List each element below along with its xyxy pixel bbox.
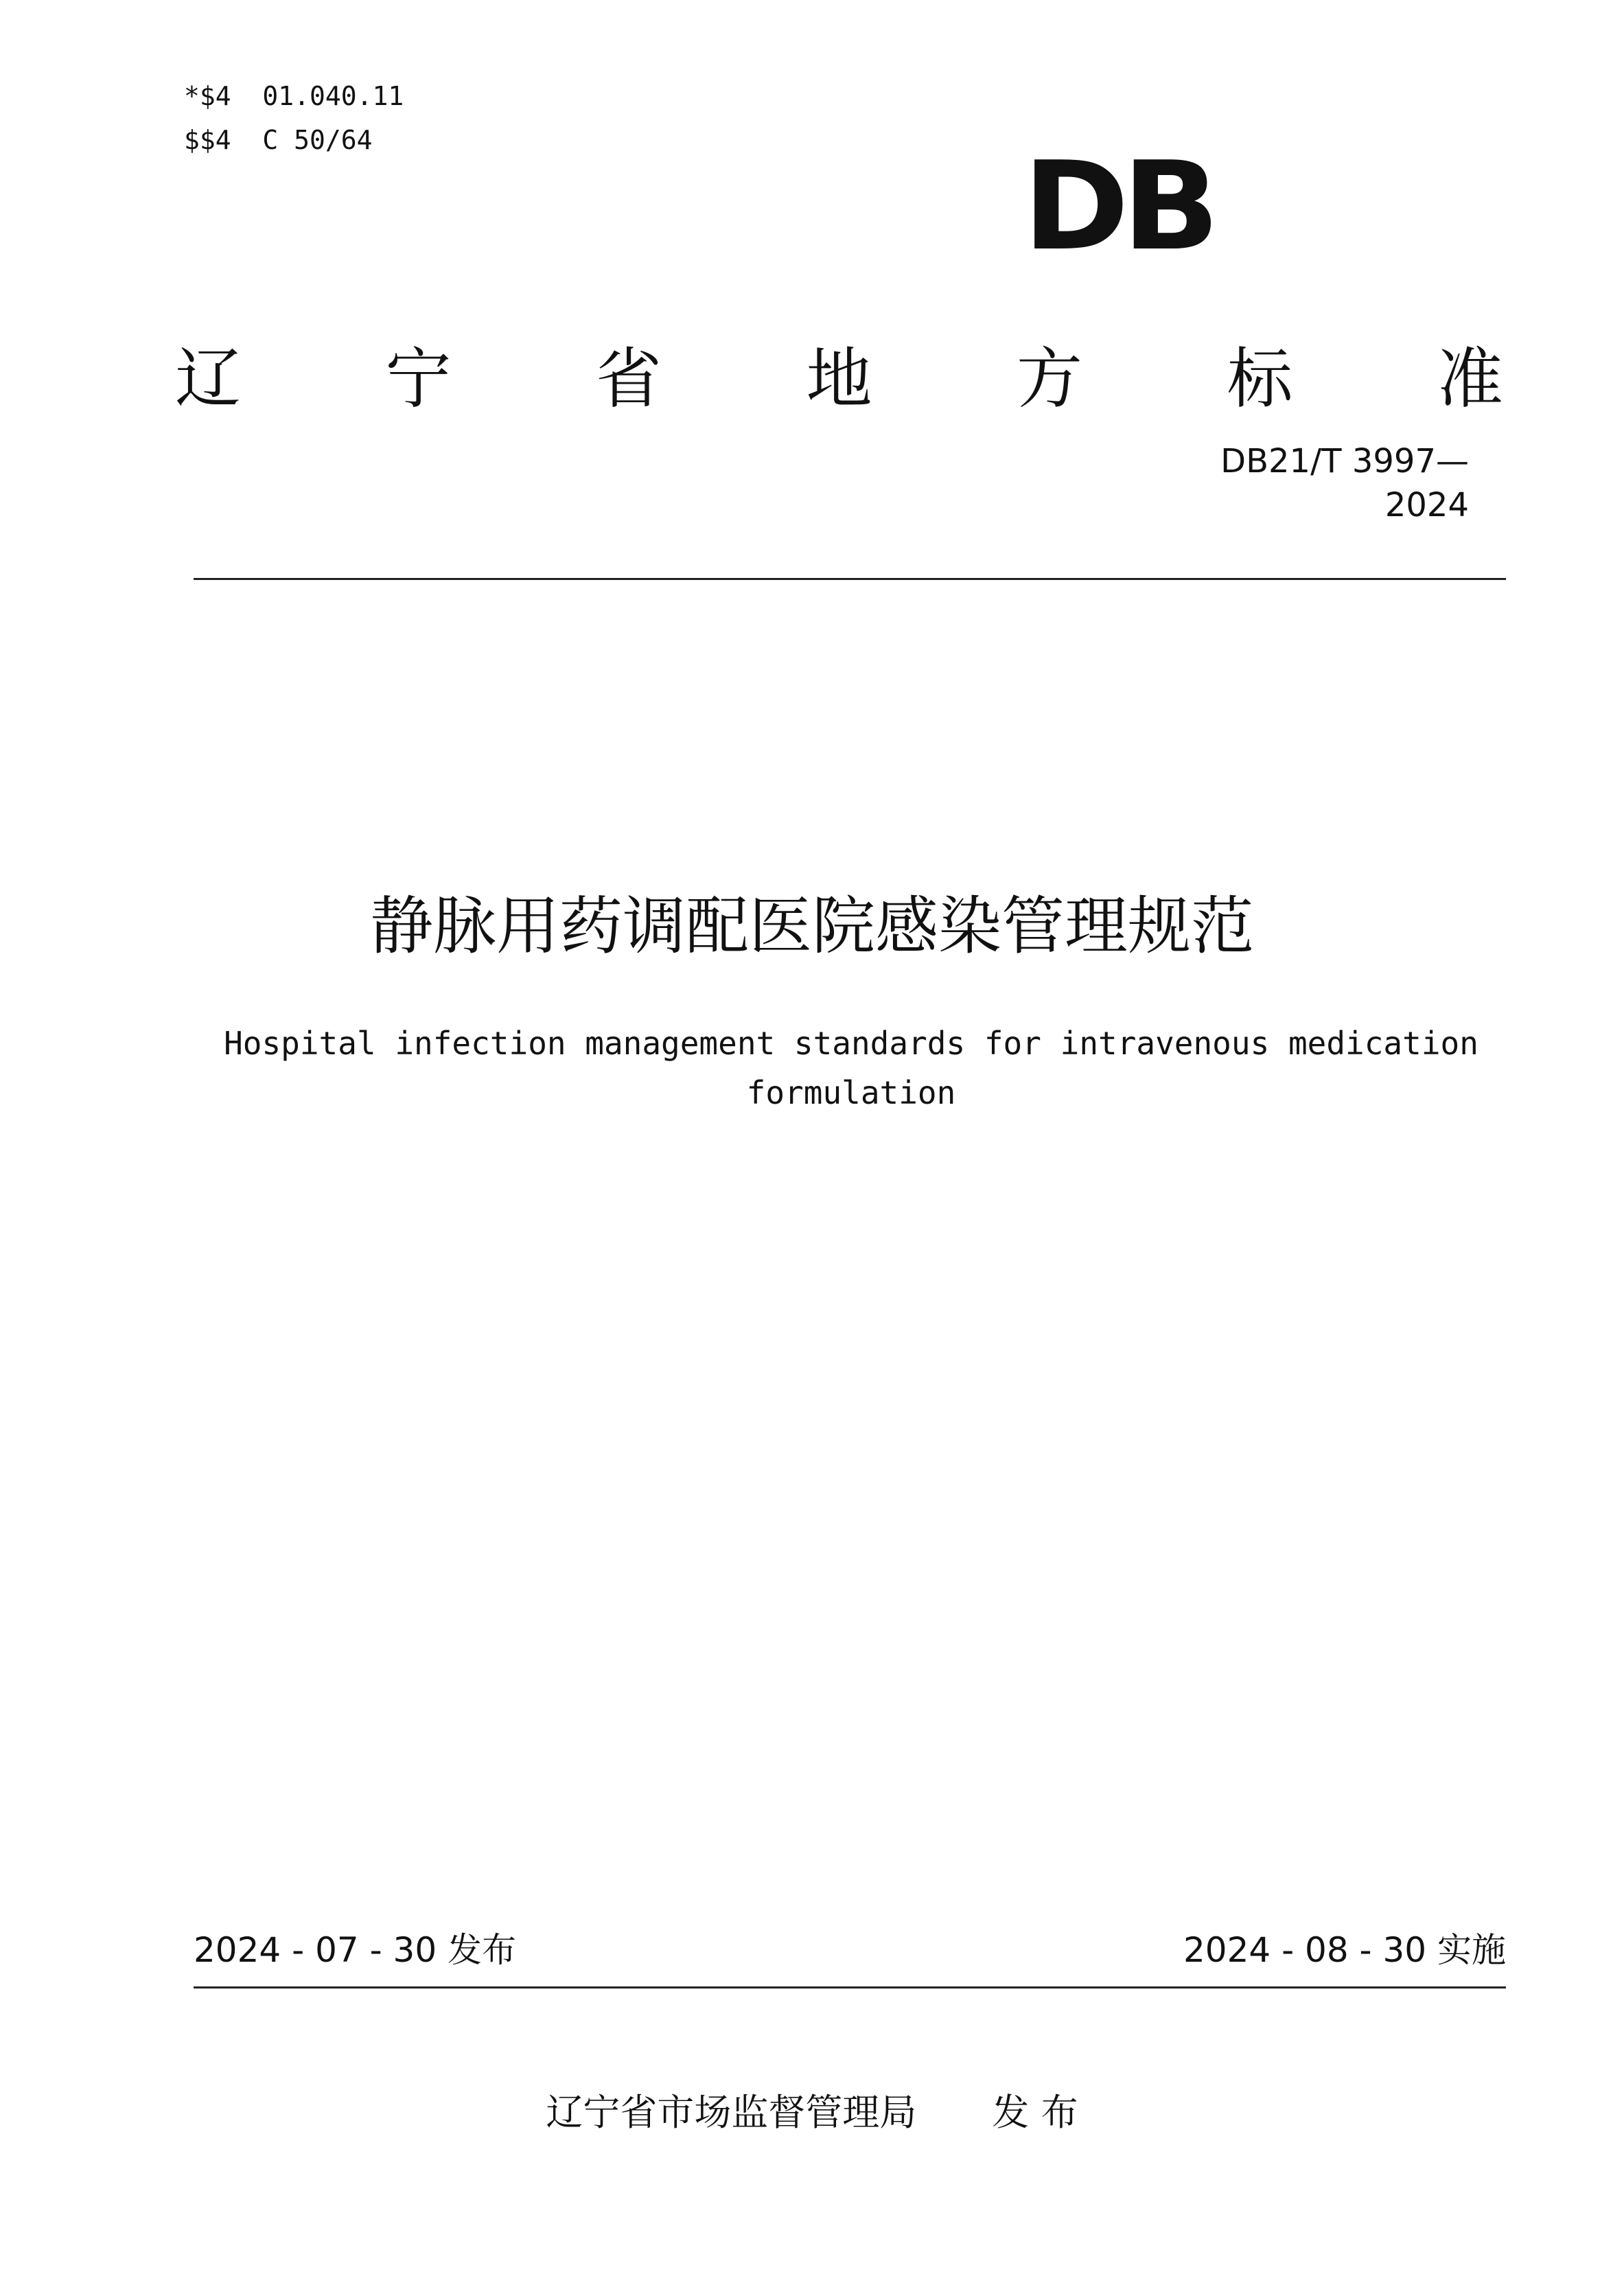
title-english: Hospital infection management standards for intravenous medication formulation: [224, 1025, 1478, 1111]
standard-type-char: 辽: [175, 340, 241, 417]
standard-type-char: 标: [1227, 340, 1293, 417]
top-divider: [194, 578, 1506, 580]
publisher-line: [0, 2088, 1624, 2137]
ics-code: *$4 01.040.11: [184, 81, 404, 111]
db-logo: DB: [1023, 135, 1213, 277]
bottom-divider: [194, 1986, 1506, 1988]
ccs-code: $$4 C 50/64: [184, 125, 373, 155]
title-chinese: 静脉用药调配医院感染管理规范: [369, 890, 1254, 963]
standard-type-char: 省: [596, 340, 662, 417]
publisher-org: 辽宁省市场监督管理局: [546, 2091, 917, 2134]
standard-type-char: 地: [806, 340, 872, 417]
standard-number: DB21/T 3997—2024: [1220, 442, 1469, 524]
publisher-action: 发 布: [992, 2091, 1078, 2134]
standard-type-char: 宁: [385, 340, 452, 417]
standard-type-char: 准: [1437, 340, 1503, 417]
standard-type-heading: [175, 338, 1503, 420]
standard-type-char: 方: [1017, 340, 1082, 417]
classification-codes: [184, 74, 404, 162]
implementation-date: 2024 - 08 - 30 实施: [1183, 1930, 1506, 1970]
issue-date: 2024 - 07 - 30 发布: [194, 1930, 517, 1970]
